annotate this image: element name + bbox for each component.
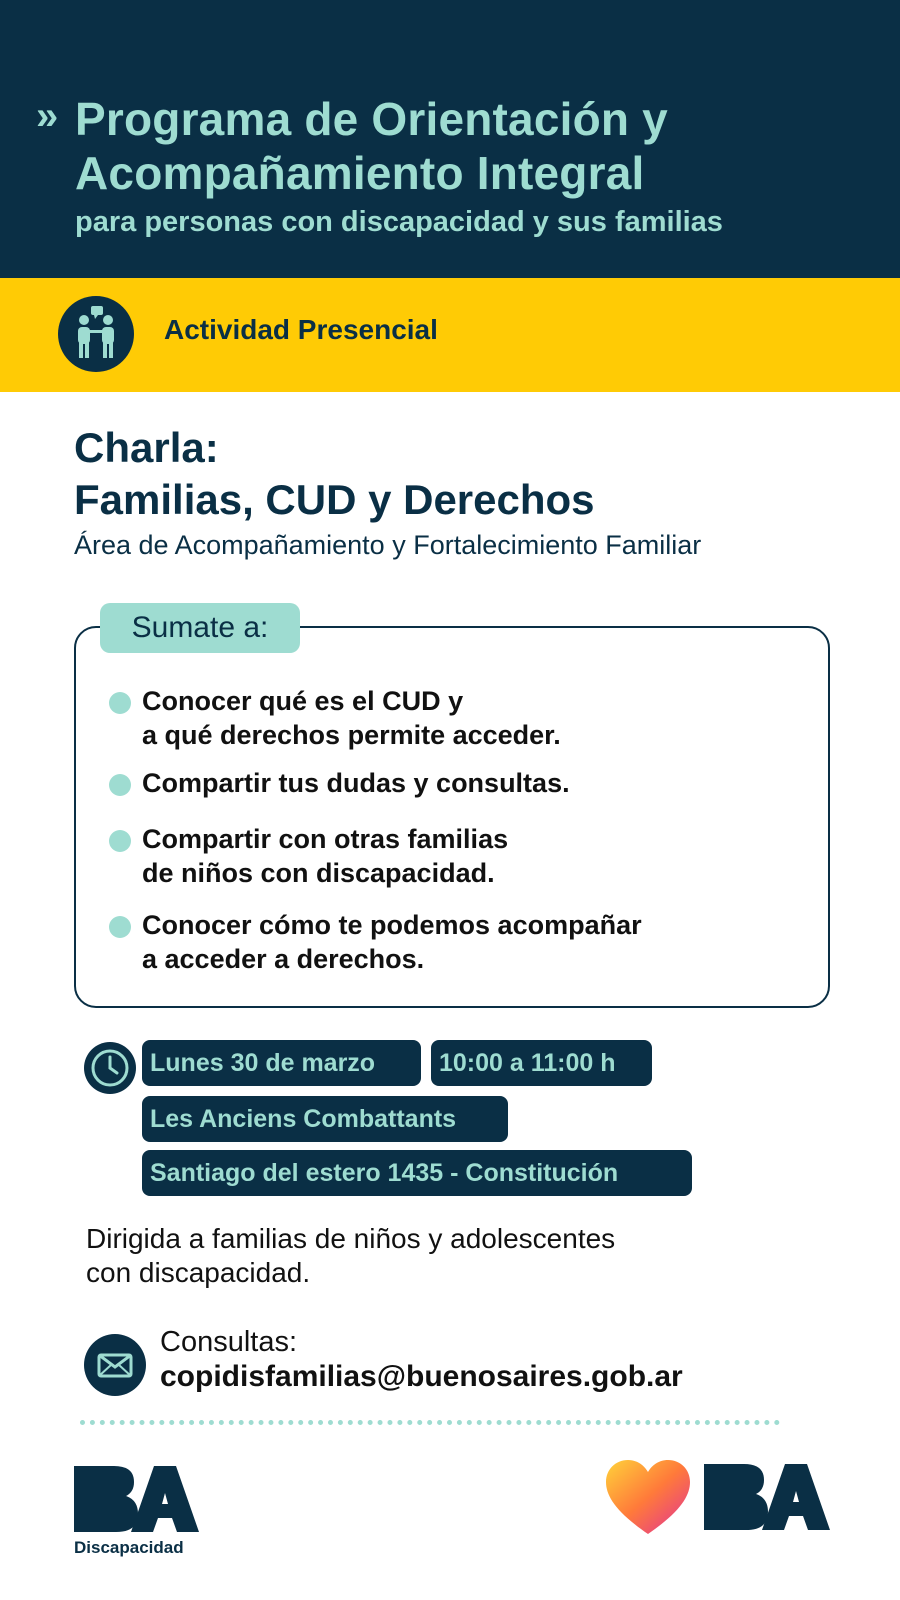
contact-label: Consultas: xyxy=(160,1326,298,1358)
bullet-item xyxy=(142,822,508,890)
audience-line1: Dirigida a familias de niños y adolescentes xyxy=(86,1223,616,1254)
bullet-dot xyxy=(109,916,131,938)
clock-icon xyxy=(84,1042,136,1094)
ba-logo-left xyxy=(74,1466,199,1532)
bullet-line: a qué derechos permite acceder. xyxy=(142,720,561,750)
bullet-item xyxy=(142,684,561,752)
audience-line2: con discapacidad. xyxy=(86,1257,311,1288)
event-heading-line2: Familias, CUD y Derechos xyxy=(74,476,595,523)
join-tag: Sumate a: xyxy=(100,603,300,653)
activity-band xyxy=(0,278,900,392)
bullet-item xyxy=(142,766,570,800)
bullet-dot xyxy=(109,774,131,796)
event-heading-line1: Charla: xyxy=(74,424,219,471)
contact-email-link[interactable]: copidisfamilias@buenosaires.gob.ar xyxy=(160,1360,683,1393)
program-subtitle: para personas con discapacidad y sus familias xyxy=(75,206,723,238)
event-heading xyxy=(74,422,595,526)
bullet-item xyxy=(142,908,642,976)
audience-text xyxy=(86,1222,615,1290)
ba-logo-right xyxy=(704,1464,830,1530)
venue-pill: Les Anciens Combattants xyxy=(142,1096,508,1142)
bullet-line: Conocer qué es el CUD y xyxy=(142,686,464,716)
heart-icon xyxy=(606,1460,690,1536)
bullet-dot xyxy=(109,692,131,714)
bullet-line: Conocer cómo te podemos acompañar xyxy=(142,910,642,940)
ba-logo-caption: Discapacidad xyxy=(74,1538,184,1557)
people-talking-icon xyxy=(58,296,134,372)
time-pill: 10:00 a 11:00 h xyxy=(431,1040,652,1086)
program-title xyxy=(75,92,668,200)
divider xyxy=(80,1420,780,1425)
mail-icon xyxy=(84,1334,146,1396)
bullet-line: Compartir con otras familias xyxy=(142,824,509,854)
bullet-line: a acceder a derechos. xyxy=(142,944,425,974)
program-title-line1: Programa de Orientación y xyxy=(75,93,668,145)
chevron-icon: » xyxy=(36,94,59,138)
bullet-line: Compartir tus dudas y consultas. xyxy=(142,768,570,798)
date-pill: Lunes 30 de marzo xyxy=(142,1040,421,1086)
activity-label: Actividad Presencial xyxy=(164,314,438,345)
event-area: Área de Acompañamiento y Fortalecimiento Familiar xyxy=(74,530,702,560)
bullet-line: de niños con discapacidad. xyxy=(142,858,495,888)
address-pill: Santiago del estero 1435 - Constitución xyxy=(142,1150,692,1196)
program-title-line2: Acompañamiento Integral xyxy=(75,147,645,199)
bullet-dot xyxy=(109,830,131,852)
